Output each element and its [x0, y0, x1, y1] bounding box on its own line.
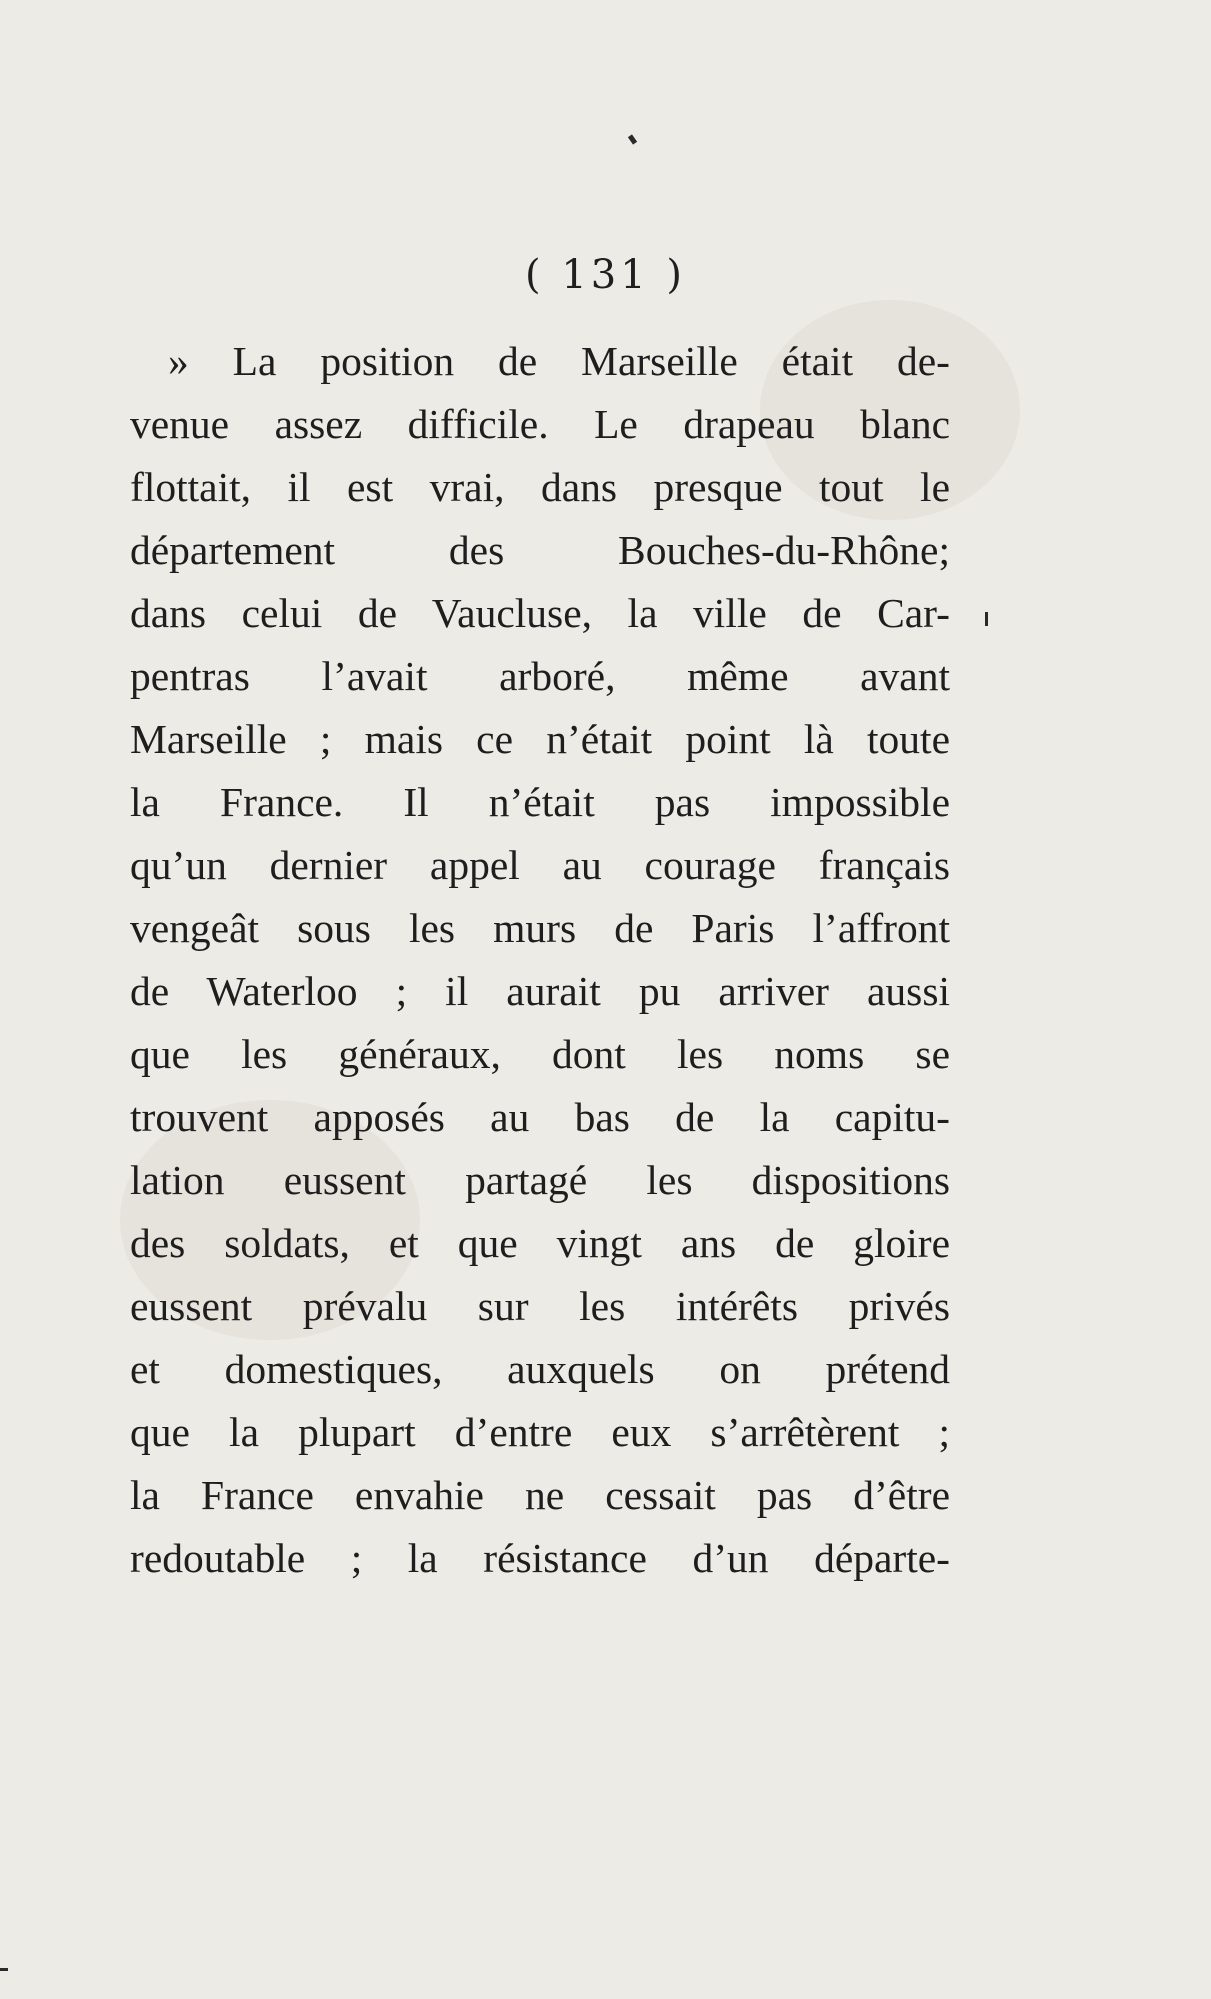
text-line: venue assez difficile. Le drapeau blanc — [130, 401, 950, 447]
text-line: la France. Il n’était pas impossible — [130, 779, 950, 825]
page-number: ( 131 ) — [525, 252, 686, 298]
text-line: de Waterloo ; il aurait pu arriver aussi — [130, 968, 950, 1014]
text-line: que la plupart d’entre eux s’arrêtèrent ; — [130, 1409, 950, 1455]
text-line: dans celui de Vaucluse, la ville de Car- — [130, 590, 950, 636]
text-line: redoutable ; la résistance d’un départe- — [130, 1535, 950, 1581]
text-line: flottait, il est vrai, dans presque tout le — [130, 464, 950, 510]
ink-speck — [985, 612, 988, 626]
text-line: trouvent apposés au bas de la capitu- — [130, 1094, 950, 1140]
ink-speck — [628, 134, 637, 144]
text-line: département des Bouches-du-Rhône; — [130, 527, 950, 573]
body-text — [130, 330, 950, 1590]
text-line: qu’un dernier appel au courage français — [130, 842, 950, 888]
text-line: eussent prévalu sur les intérêts privés — [130, 1283, 950, 1329]
text-line: et domestiques, auxquels on prétend — [130, 1346, 950, 1392]
text-line: vengeât sous les murs de Paris l’affront — [130, 905, 950, 951]
text-line: » La position de Marseille était de- — [168, 338, 950, 384]
text-line: lation eussent partagé les dispositions — [130, 1157, 950, 1203]
text-line: Marseille ; mais ce n’était point là toute — [130, 716, 950, 762]
text-line: pentras l’avait arboré, même avant — [130, 653, 950, 699]
text-line: des soldats, et que vingt ans de gloire — [130, 1220, 950, 1266]
text-line: que les généraux, dont les noms se — [130, 1031, 950, 1077]
text-line: la France envahie ne cessait pas d’être — [130, 1472, 950, 1518]
ink-speck — [0, 1968, 8, 1971]
